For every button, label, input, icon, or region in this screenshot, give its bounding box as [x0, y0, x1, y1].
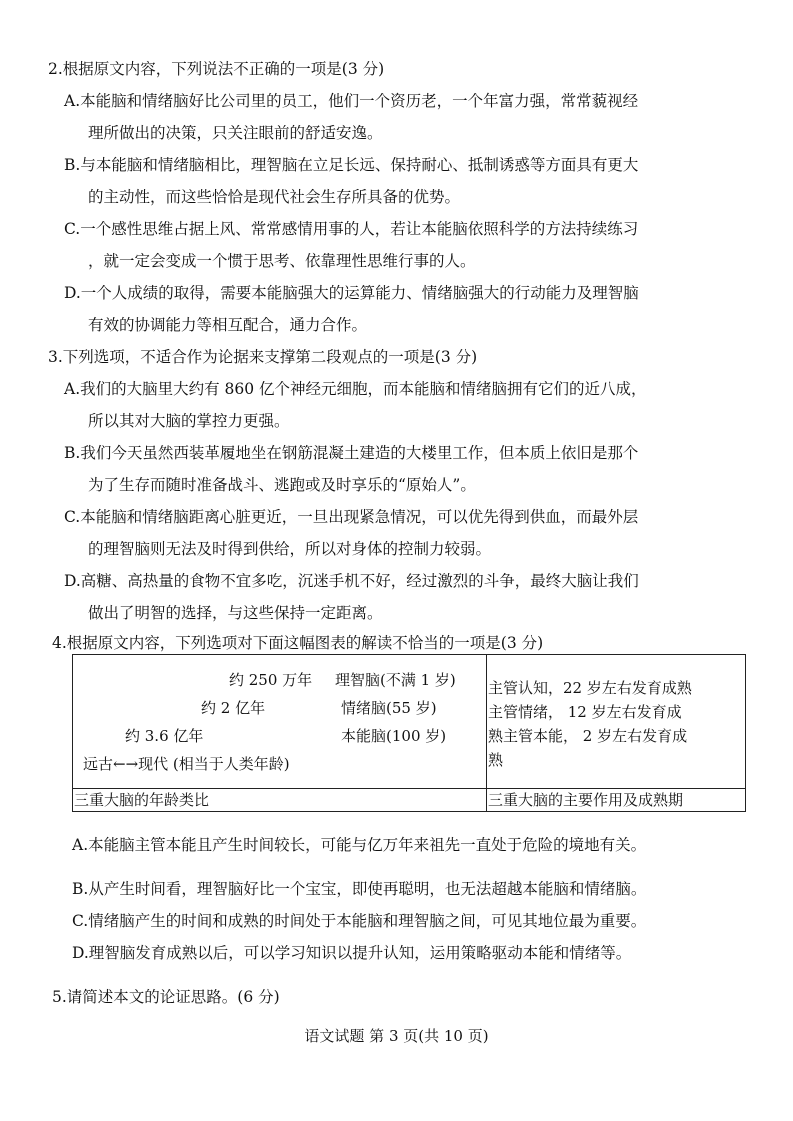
table-time-emotional: 约 2 亿年: [201, 699, 266, 717]
q3-option-a: A.我们的大脑里大约有 860 亿个神经元细胞，而本能脑和情绪脑拥有它们的近八成，: [64, 380, 647, 398]
q4-option-c: C.情绪脑产生的时间和成熟的时间处于本能脑和理智脑之间，可见其地位最为重要。: [72, 912, 647, 930]
q4-option-b: B.从产生时间看，理智脑好比一个宝宝，即使再聪明，也无法超越本能脑和情绪脑。: [72, 880, 647, 898]
question-2-stem: 2.根据原文内容，下列说法不正确的一项是(3 分): [48, 60, 385, 78]
question-5-stem: 5.请简述本文的论证思路。(6 分): [52, 988, 280, 1006]
table-right-line-3: 熟主管本能， 2 岁左右发育成: [488, 727, 688, 745]
q3-option-a-cont: 所以其对大脑的掌控力更强。: [88, 412, 290, 430]
q2-option-b-cont: 的主动性，而这些恰恰是现代社会生存所具备的优势。: [88, 188, 461, 206]
table-caption-left: 三重大脑的年龄类比: [74, 791, 210, 809]
q3-option-c: C.本能脑和情绪脑距离心脏更近，一旦出现紧急情况，可以优先得到供血，而最外层: [64, 508, 639, 526]
q2-option-b: B.与本能脑和情绪脑相比，理智脑在立足长远、保持耐心、抵制诱惑等方面具有更大: [64, 156, 639, 174]
q2-option-a: A.本能脑和情绪脑好比公司里的员工，他们一个资历老，一个年富力强，常常藐视经: [64, 92, 639, 110]
table-time-instinct: 约 3.6 亿年: [125, 727, 204, 745]
table-brain-rational: 理智脑(不满 1 岁): [335, 671, 456, 689]
q2-option-c: C.一个感性思维占据上风、常常感情用事的人，若让本能脑依照科学的方法持续练习: [64, 220, 639, 238]
q3-option-b-cont: 为了生存而随时准备战斗、逃跑或及时享乐的“原始人”。: [88, 476, 476, 494]
page-footer: 语文试题 第 3 页(共 10 页): [304, 1027, 489, 1045]
q4-option-a: A.本能脑主管本能且产生时间较长，可能与亿万年来祖先一直处于危险的境地有关。: [72, 836, 647, 854]
table-right-line-4: 熟: [488, 751, 504, 769]
q2-option-d: D.一个人成绩的取得，需要本能脑强大的运算能力、情绪脑强大的行动能力及理智脑: [64, 284, 639, 302]
table-caption-right: 三重大脑的主要作用及成熟期: [488, 791, 684, 809]
table-brain-instinct: 本能脑(100 岁): [341, 727, 447, 745]
q3-option-c-cont: 的理智脑则无法及时得到供给，所以对身体的控制力较弱。: [88, 540, 492, 558]
question-3-stem: 3.下列选项，不适合作为论据来支撑第二段观点的一项是(3 分): [48, 348, 478, 366]
q4-option-d: D.理智脑发育成熟以后，可以学习知识以提升认知，运用策略驱动本能和情绪等。: [72, 944, 632, 962]
table-right-line-1: 主管认知，22 岁左右发育成熟: [488, 679, 692, 697]
q2-option-a-cont: 理所做出的决策，只关注眼前的舒适安逸。: [88, 124, 383, 142]
q2-option-c-cont: ，就一定会变成一个惯于思考、依靠理性思维行事的人。: [88, 252, 476, 270]
table-timeline-axis: 远古←→现代 (相当于人类年龄): [83, 755, 290, 773]
table-brain-emotional: 情绪脑(55 岁): [341, 699, 437, 717]
q3-option-b: B.我们今天虽然西装革履地坐在钢筋混凝土建造的大楼里工作，但本质上依旧是那个: [64, 444, 639, 462]
brain-age-table: [72, 654, 746, 812]
q3-option-d: D.高糖、高热量的食物不宜多吃，沉迷手机不好，经过激烈的斗争，最终大脑让我们: [64, 572, 639, 590]
table-right-line-2: 主管情绪， 12 岁左右发育成: [488, 703, 682, 721]
question-4-stem: 4.根据原文内容，下列选项对下面这幅图表的解读不恰当的一项是(3 分): [52, 634, 544, 652]
table-time-rational: 约 250 万年: [229, 671, 313, 689]
q3-option-d-cont: 做出了明智的选择，与这些保持一定距离。: [88, 604, 383, 622]
q2-option-d-cont: 有效的协调能力等相互配合，通力合作。: [88, 316, 368, 334]
